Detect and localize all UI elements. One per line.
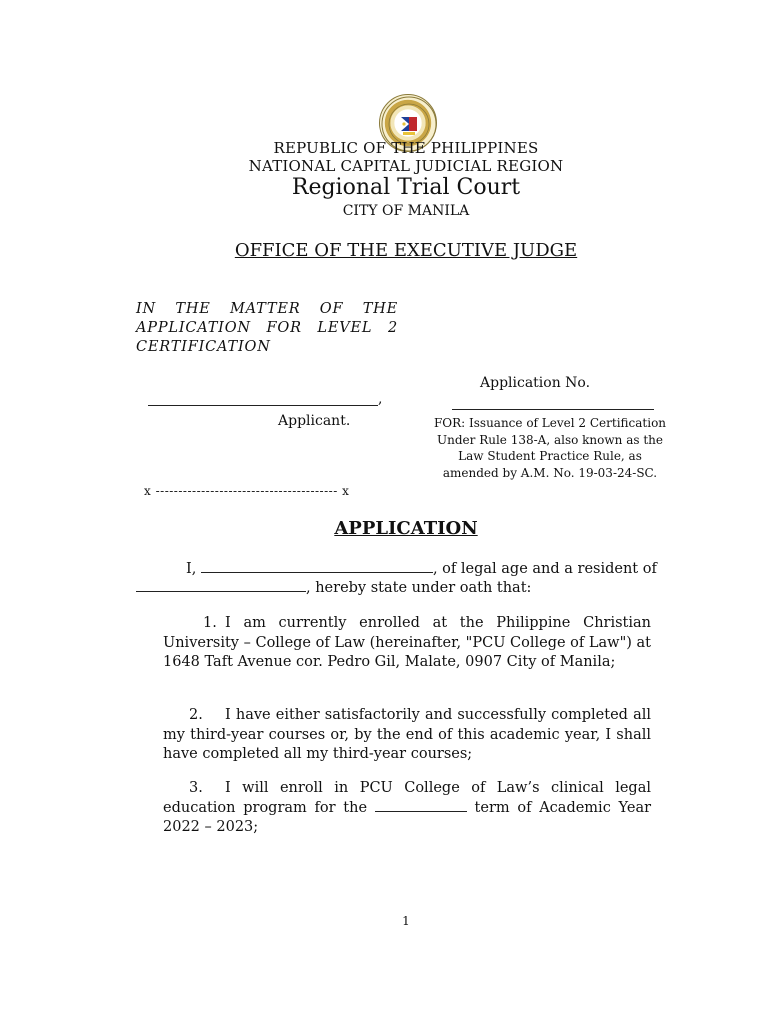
paragraph-3-text-a: I will enroll in PCU College of Law’s clinical legal education program for the bbox=[163, 780, 651, 816]
page-number: 1 bbox=[402, 914, 410, 928]
case-matter: IN THE MATTER OF THE APPLICATION FOR LEVEL 2 CERTIFICATION bbox=[136, 301, 398, 355]
applicant-label: Applicant. bbox=[278, 413, 351, 429]
header-republic: REPUBLIC OF THE PHILIPPINES bbox=[273, 139, 539, 157]
purpose-text: FOR: Issuance of Level 2 Certification Under Rule 138-A, also known as the Law Student Practice Rule, as amended by A.M. No. 19-03-24-SC. bbox=[433, 416, 667, 480]
header-court: Regional Trial Court bbox=[291, 175, 521, 200]
paragraph-3-number: 3. bbox=[189, 780, 203, 796]
application-no-blank bbox=[452, 409, 654, 410]
paragraph-2 bbox=[163, 706, 651, 765]
applicant-comma: , bbox=[378, 391, 383, 407]
intro-oath: , hereby state under oath that: bbox=[306, 580, 532, 596]
intro-line-1 bbox=[186, 560, 678, 577]
office-title: OFFICE OF THE EXECUTIVE JUDGE bbox=[234, 240, 578, 261]
paragraph-1-text: I am currently enrolled at the Philippine Christian University – College of Law (hereinafter, "PCU College of Law") at 1648 Taft Avenue cor. Pedro Gil, Malate, 0907 City of Manila; bbox=[163, 615, 651, 670]
paragraph-2-number: 2. bbox=[189, 707, 203, 723]
intro-legal-age: , of legal age and a resident of bbox=[432, 561, 657, 577]
paragraph-1 bbox=[163, 614, 651, 673]
header-city: CITY OF MANILA bbox=[342, 203, 470, 219]
paragraph-3 bbox=[163, 779, 651, 838]
term-blank bbox=[375, 799, 467, 812]
residence-blank bbox=[136, 579, 306, 592]
paragraph-3-text-b: term of Academic Year 2022 – 2023; bbox=[163, 799, 652, 835]
applicant-name-blank bbox=[148, 405, 378, 406]
header-region: NATIONAL CAPITAL JUDICIAL REGION bbox=[248, 157, 564, 175]
intro-i: I, bbox=[186, 561, 197, 577]
paragraph-1-number: 1. bbox=[203, 615, 217, 631]
intro-line-2 bbox=[136, 579, 678, 596]
caption-x-line: x ---------------------------------------- x bbox=[144, 484, 350, 498]
document-title: APPLICATION bbox=[334, 518, 478, 539]
paragraph-2-text: I have either satisfactorily and successfully completed all my third-year courses or, by the end of this academic year, I shall have completed all my third-year courses; bbox=[163, 707, 651, 762]
name-blank bbox=[201, 560, 433, 573]
application-no-label: Application No. bbox=[480, 375, 591, 391]
